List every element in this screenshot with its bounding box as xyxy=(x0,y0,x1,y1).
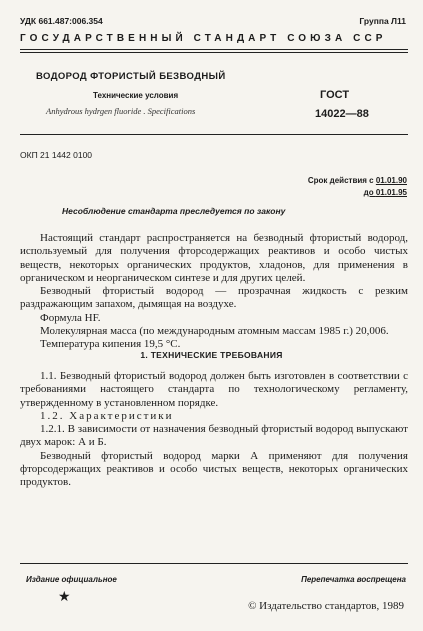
intro-block xyxy=(20,232,408,352)
intro-paragraph-scope: Настоящий стандарт распространяется на безводный фтористый водород, используемый для получения фторсодержащих реактивов и особо чистых веществ, некоторых органических продуктов, хладонов, для применения в органическом и неорганическом синтезе и для других целей. xyxy=(20,232,408,284)
group-code: Группа Л11 xyxy=(359,16,406,26)
okp-code: ОКП 21 1442 0100 xyxy=(20,150,93,160)
section-heading: 1. ТЕХНИЧЕСКИЕ ТРЕБОВАНИЯ xyxy=(140,350,283,360)
gost-label: ГОСТ xyxy=(320,89,350,101)
reprint-note: Перепечатка воспрещена xyxy=(301,575,406,584)
intro-paragraph-description: Безводный фтористый водород — прозрачная жидкость с резким раздражающим запахом, дымящая на воздухе. xyxy=(20,285,408,311)
validity-start xyxy=(308,176,407,185)
footer-rule xyxy=(20,563,408,564)
title-rule xyxy=(20,134,408,135)
english-title: Anhydrous hydrgen fluoride . Specifications xyxy=(46,106,196,116)
udk-code: УДК 661.487:006.354 xyxy=(20,16,103,26)
document-subtitle: Технические условия xyxy=(93,91,179,100)
clause-1-1: 1.1. Безводный фтористый водород должен быть изготовлен в соответствии с требованиями настоящего стандарта по технологическому регламенту, утвержденному в установленном порядке. xyxy=(20,370,408,409)
state-standard-banner: ГОСУДАРСТВЕННЫЙ СТАНДАРТ СОЮЗА ССР xyxy=(20,33,387,44)
gost-number: 14022—88 xyxy=(315,108,369,120)
star-icon: ★ xyxy=(58,590,71,605)
banner-rule-bottom xyxy=(20,52,408,53)
validity-start-date: 01.01.90 xyxy=(375,176,407,185)
intro-paragraph-boiling-point: Температура кипения 19,5 °С. xyxy=(40,338,181,351)
clause-grade-a: Безводный фтористый водород марки А применяют для получения фторсодержащих реактивов и особо чистых веществ, некоторых органических продуктов. xyxy=(20,449,408,489)
intro-paragraph-molar-mass: Молекулярная масса (по международным атомным массам 1985 г.) 20,006. xyxy=(40,325,389,338)
validity-end-date: 01.01.95 xyxy=(375,188,407,197)
validity-end-prefix: до xyxy=(363,188,376,197)
banner-rule-top xyxy=(20,49,408,50)
validity-start-prefix: Срок действия с xyxy=(307,176,376,185)
clause-1-2: 1.2. Характеристики xyxy=(40,409,174,422)
clause-1-2-1: 1.2.1. В зависимости от назначения безводный фтористый водород выпускают двух марок: А и Б. xyxy=(20,423,408,449)
intro-paragraph-formula: Формула HF. xyxy=(40,311,101,324)
violation-notice: Несоблюдение стандарта преследуется по закону xyxy=(62,206,286,216)
edition-note: Издание официальное xyxy=(26,575,117,584)
validity-end xyxy=(364,188,407,197)
section1-block xyxy=(20,370,408,490)
document-title: ВОДОРОД ФТОРИСТЫЙ БЕЗВОДНЫЙ xyxy=(36,71,226,82)
copyright: © Издательство стандартов, 1989 xyxy=(248,600,404,612)
